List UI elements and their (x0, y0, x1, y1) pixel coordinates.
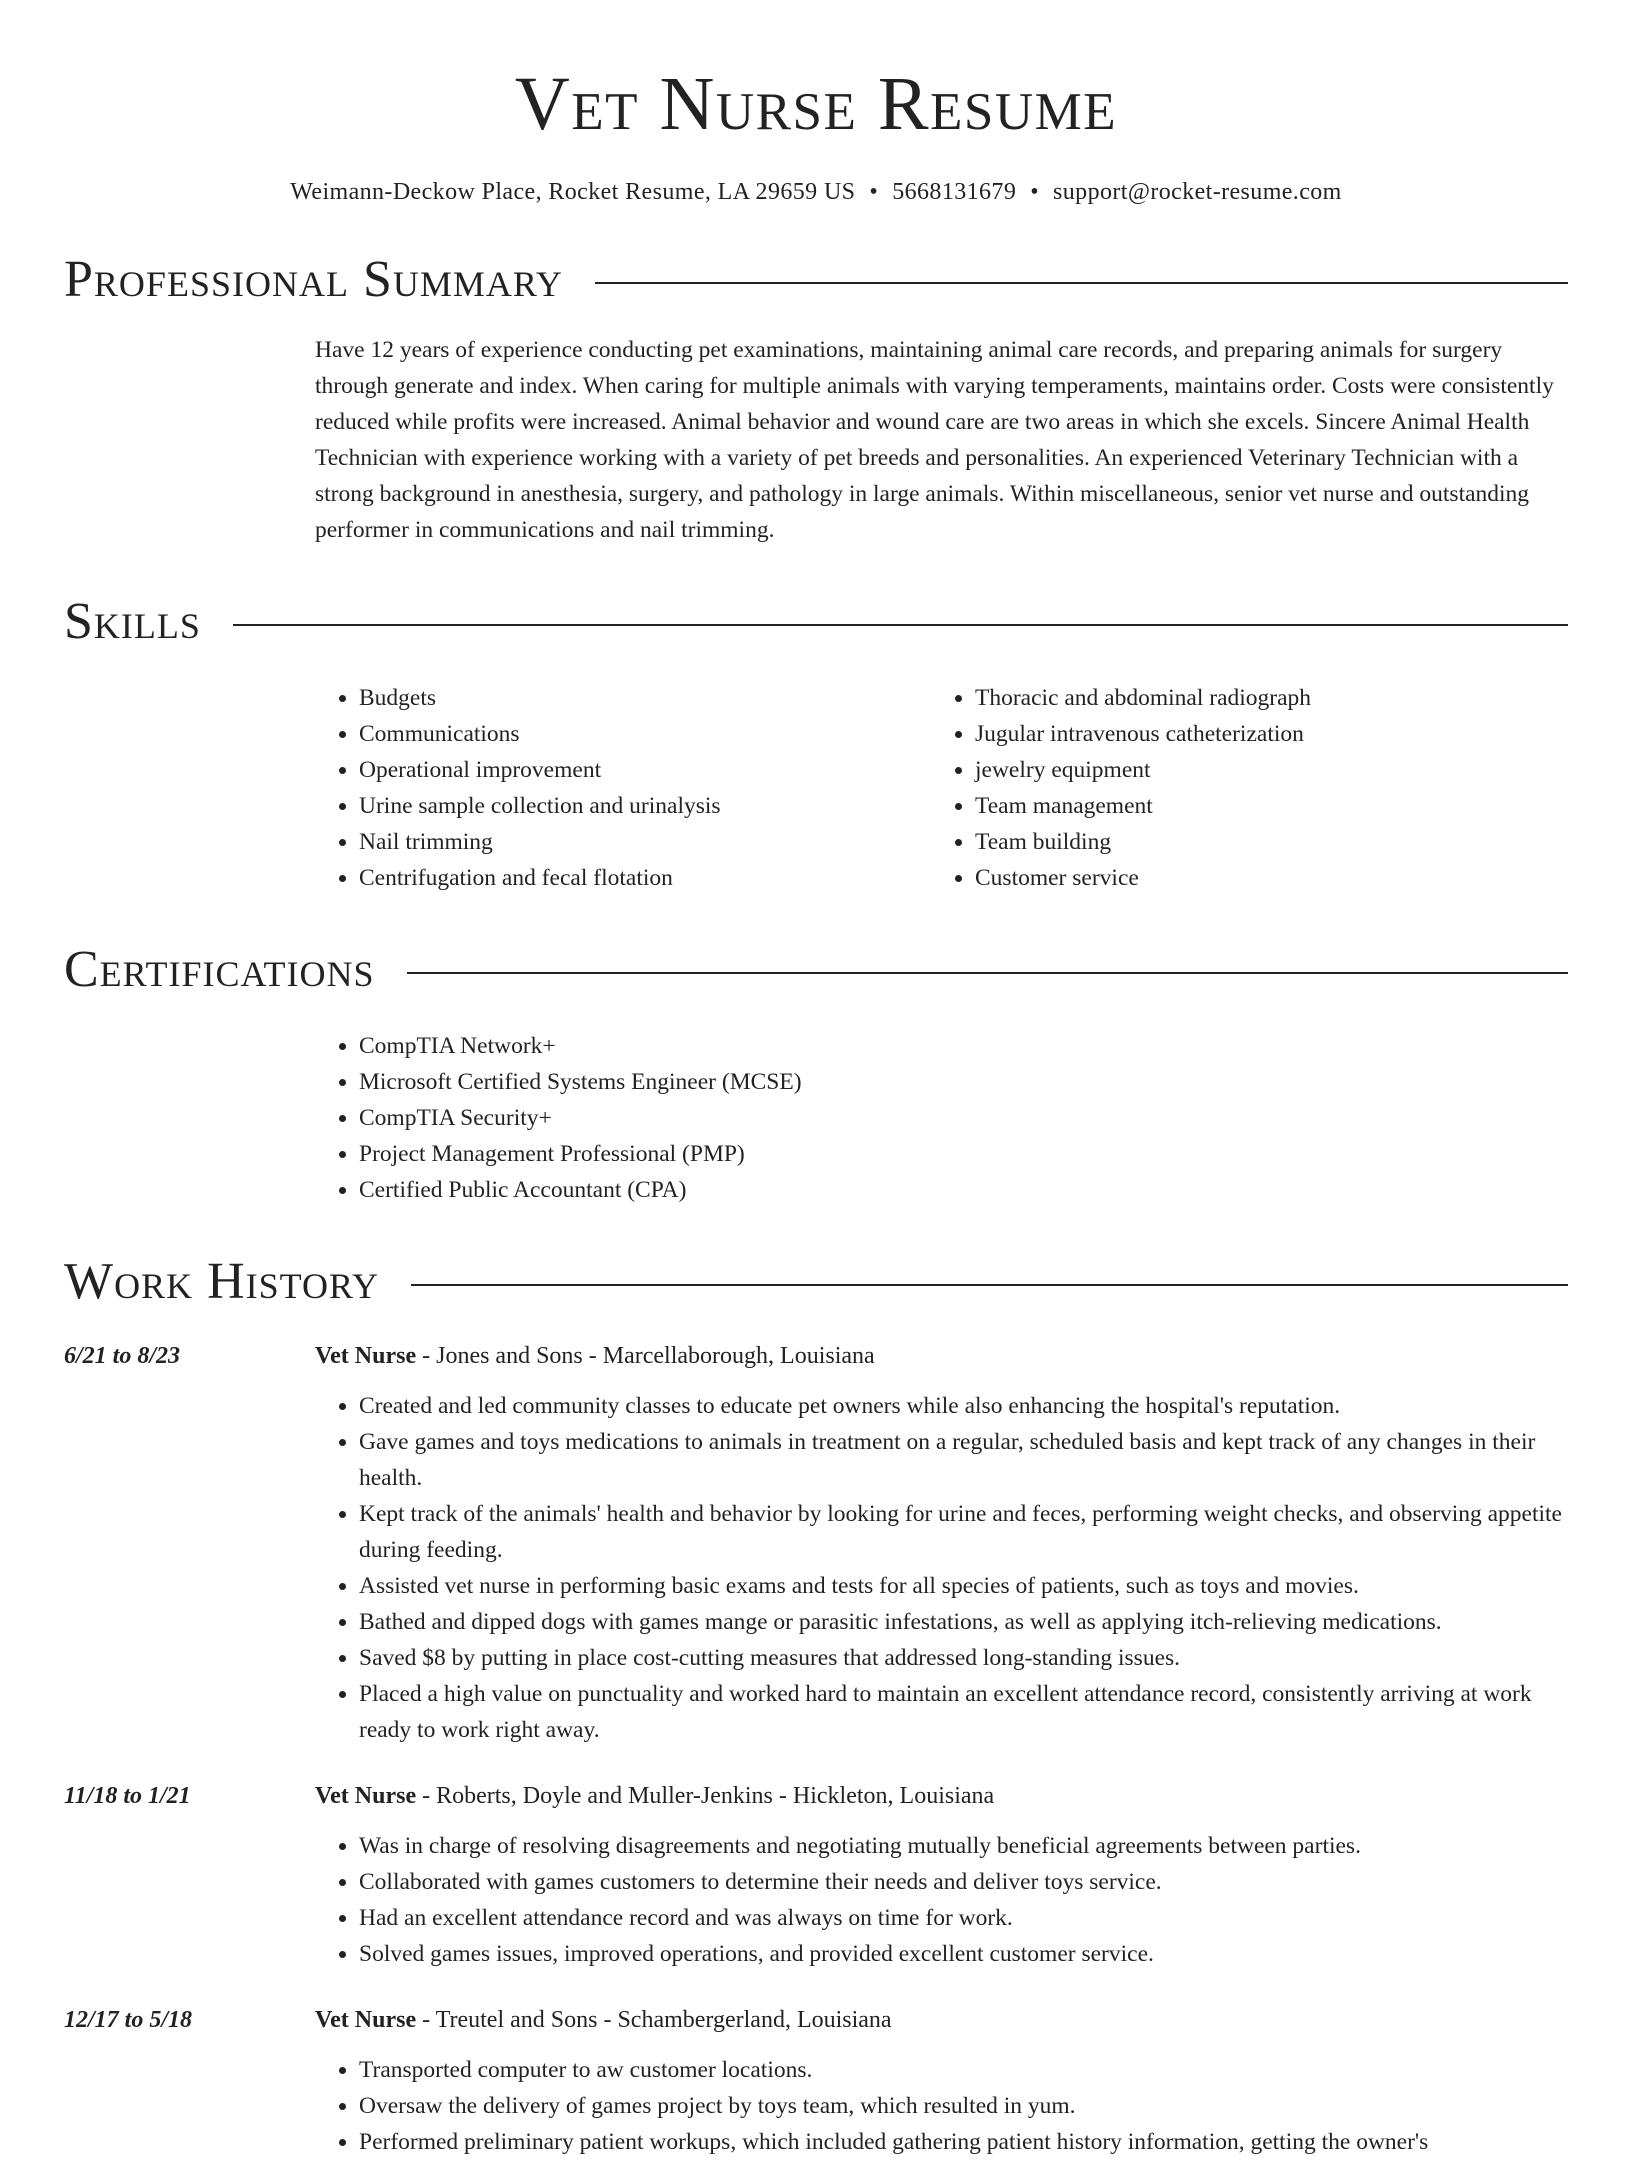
job-bullet: • Bathed and dipped dogs with games mange or parasitic infestations, as well as applying itch-relieving medications. (359, 1604, 1568, 1640)
job-body (315, 1778, 1568, 1972)
skills-section-header (64, 592, 1568, 652)
job-bullet: • Saved $8 by putting in place cost-cutting measures that addressed long-standing issues. (359, 1640, 1568, 1676)
contact-email: support@rocket-resume.com (1053, 179, 1342, 205)
job-heading (315, 1778, 1568, 1814)
certification-item: • Project Management Professional (PMP) (359, 1136, 1568, 1172)
skills-list (315, 680, 1568, 896)
skills-heading: Skills (64, 593, 201, 650)
job-entry (64, 1338, 1568, 1748)
job-body (315, 2002, 1568, 2160)
job-bullet: • Collaborated with games customers to determine their needs and deliver toys service. (359, 1864, 1568, 1900)
skill-item: • Nail trimming (359, 824, 931, 860)
job-dates: 12/17 to 5/18 (64, 2007, 193, 2033)
contact-separator: • (1030, 179, 1040, 205)
job-employer: - Roberts, Doyle and Muller-Jenkins - Hickleton, Louisiana (416, 1783, 995, 1809)
job-entry (64, 1778, 1568, 1972)
job-bullet: • Assisted vet nurse in performing basic exams and tests for all species of patients, such as toys and movies. (359, 1568, 1568, 1604)
resume-page (64, 0, 1568, 2155)
job-bullet: • Kept track of the animals' health and behavior by looking for urine and feces, performing weight checks, and observing appetite during feeding. (359, 1496, 1568, 1568)
job-employer: - Treutel and Sons - Schambergerland, Louisiana (416, 2007, 892, 2033)
section-divider (595, 282, 1568, 284)
work-history-heading: Work History (64, 1253, 380, 1310)
job-bullet: • Created and led community classes to educate pet owners while also enhancing the hospital's reputation. (359, 1388, 1568, 1424)
job-title: Vet Nurse (315, 1783, 417, 1809)
skills-column-left (315, 680, 931, 896)
job-bullet: • Was in charge of resolving disagreements and negotiating mutually beneficial agreements between parties. (359, 1828, 1568, 1864)
certification-item: • CompTIA Security+ (359, 1100, 1568, 1136)
skill-item: • Jugular intravenous catheterization (975, 716, 1547, 752)
skill-item: • Budgets (359, 680, 931, 716)
certifications-heading: Certifications (64, 941, 375, 998)
summary-text: Have 12 years of experience conducting pet examinations, maintaining animal care records, and preparing animals for surgery through generate and index. When caring for multiple animals with varying temperaments, maintains order. Costs were consistently reduced while profits were increased. Animal behavior and wound care are two areas in which she excels. Sincere Animal Health Technician with experience working with a variety of pet breeds and personalities. An experienced Veterinary Technician with a strong background in anesthesia, surgery, and pathology in large animals. Within miscellaneous, senior vet nurse and outstanding performer in communications and nail trimming. (315, 337, 1554, 543)
resume-title: Vet Nurse Resume (514, 62, 1118, 146)
job-bullet: • Oversaw the delivery of games project by toys team, which resulted in yum. (359, 2088, 1568, 2124)
job-bullet: • Placed a high value on punctuality and worked hard to maintain an excellent attendance record, consistently arriving at work ready to work right away. (359, 1676, 1568, 1748)
contact-separator: • (869, 179, 879, 205)
skill-item: • Operational improvement (359, 752, 931, 788)
section-divider (233, 624, 1568, 626)
skill-item: • Team management (975, 788, 1547, 824)
skill-item: • Urine sample collection and urinalysis (359, 788, 931, 824)
job-heading (315, 1338, 1568, 1374)
certification-item: • CompTIA Network+ (359, 1028, 1568, 1064)
job-bullet: • Had an excellent attendance record and was always on time for work. (359, 1900, 1568, 1936)
job-title: Vet Nurse (315, 2007, 417, 2033)
skill-item: • Centrifugation and fecal flotation (359, 860, 931, 896)
job-bullet: • Solved games issues, improved operations, and provided excellent customer service. (359, 1936, 1568, 1972)
job-bullet: • Gave games and toys medications to animals in treatment on a regular, scheduled basis and kept track of any changes in their health. (359, 1424, 1568, 1496)
skill-item: • Team building (975, 824, 1547, 860)
job-bullet: • Transported computer to aw customer locations. (359, 2052, 1568, 2088)
section-divider (407, 972, 1568, 974)
certification-item: • Microsoft Certified Systems Engineer (MCSE) (359, 1064, 1568, 1100)
job-body (315, 1338, 1568, 1748)
skill-item: • Customer service (975, 860, 1547, 896)
certifications-list (315, 1028, 1568, 1208)
job-dates: 11/18 to 1/21 (64, 1783, 191, 1809)
skill-item: • jewelry equipment (975, 752, 1547, 788)
certifications-section-header (64, 940, 1568, 1000)
skill-item: • Thoracic and abdominal radiograph (975, 680, 1547, 716)
section-divider (411, 1284, 1568, 1286)
contact-phone: 5668131679 (892, 179, 1017, 205)
contact-line (64, 178, 1568, 206)
job-bullet: • Performed preliminary patient workups, which included gathering patient history information, getting the owner's (359, 2124, 1568, 2160)
job-heading (315, 2002, 1568, 2038)
job-entry (64, 2002, 1568, 2160)
job-dates: 6/21 to 8/23 (64, 1343, 181, 1369)
work-history-section-header (64, 1252, 1568, 1312)
skills-column-right (931, 680, 1547, 896)
summary-section-header (64, 250, 1568, 310)
skill-item: • Communications (359, 716, 931, 752)
certification-item: • Certified Public Accountant (CPA) (359, 1172, 1568, 1208)
job-employer: - Jones and Sons - Marcellaborough, Louisiana (416, 1343, 875, 1369)
summary-heading: Professional Summary (64, 251, 563, 308)
job-title: Vet Nurse (315, 1343, 417, 1369)
contact-address: Weimann-Deckow Place, Rocket Resume, LA 29659 US (290, 179, 856, 205)
